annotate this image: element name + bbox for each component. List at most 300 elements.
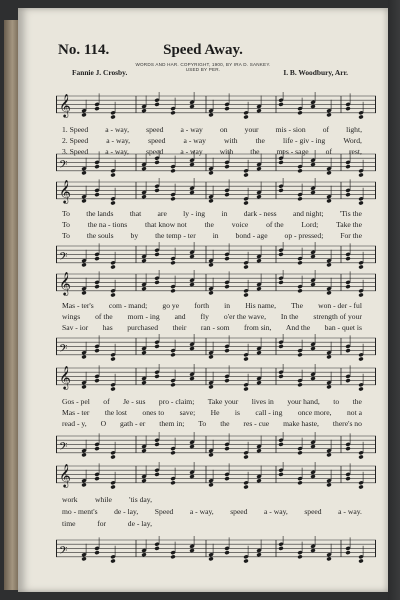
lyric-syllable: the xyxy=(255,136,265,145)
note-head xyxy=(278,344,283,349)
note-head xyxy=(154,252,159,257)
note-head xyxy=(358,455,363,460)
note-head xyxy=(81,355,86,360)
lyric-syllable: that know not xyxy=(145,220,187,229)
lyric-syllable: Word, xyxy=(343,136,362,145)
hymn-title: Speed Away. xyxy=(163,42,243,58)
lyric-syllable: while xyxy=(94,495,112,504)
note-head xyxy=(189,254,194,259)
lyric-syllable: 2. Speed xyxy=(62,136,89,145)
note-head xyxy=(326,355,331,360)
lyric-syllable: de - lay, xyxy=(114,507,139,516)
note-head xyxy=(297,288,302,293)
note-head xyxy=(81,171,86,176)
note-head xyxy=(141,478,146,483)
note-head xyxy=(310,444,315,449)
note-head xyxy=(358,201,363,206)
note-head xyxy=(345,192,350,197)
note-head xyxy=(310,162,315,167)
lyric-syllable: op - pressed; xyxy=(284,231,324,240)
lyric-line-verse-1 xyxy=(62,397,362,408)
note-head xyxy=(189,190,194,195)
note-head xyxy=(189,444,194,449)
lyric-syllable: lives in xyxy=(251,397,274,406)
note-head xyxy=(224,446,229,451)
book-spine xyxy=(4,20,18,590)
note-head xyxy=(358,387,363,392)
note-head xyxy=(94,446,99,451)
lyric-line-verse-1 xyxy=(62,209,362,220)
lyric-syllable: time xyxy=(62,519,76,528)
note-head xyxy=(326,171,331,176)
lyric-syllable: go ye xyxy=(162,301,180,310)
lyric-syllable: Je - sus xyxy=(123,397,146,406)
note-head xyxy=(243,357,248,362)
note-head xyxy=(224,192,229,197)
note-head xyxy=(224,378,229,383)
lyric-line-verse-3 xyxy=(62,519,152,530)
lyric-line-verse-1 xyxy=(62,301,362,312)
note-head xyxy=(256,108,261,113)
note-head xyxy=(154,160,159,165)
lyric-syllable: save; xyxy=(179,408,196,417)
lyric-syllable: Speed xyxy=(154,507,174,516)
arranger-credit: I. B. Woodbury, Arr. xyxy=(283,68,348,77)
lyric-syllable: won - der - ful xyxy=(318,301,362,310)
lyric-syllable: the xyxy=(250,147,260,156)
lyric-syllable: res - cue xyxy=(243,419,270,428)
note-head xyxy=(243,485,248,490)
lyric-syllable: speed xyxy=(145,147,164,156)
note-head xyxy=(208,291,213,296)
lyric-syllable: has xyxy=(102,323,113,332)
lyric-line-verse-1 xyxy=(62,125,362,136)
bass-staff xyxy=(56,334,376,362)
lyric-syllable: to xyxy=(333,397,340,406)
note-head xyxy=(243,559,248,564)
note-head xyxy=(326,291,331,296)
lyric-syllable: in xyxy=(212,231,219,240)
note-head xyxy=(170,554,175,559)
treble-clef-icon: 𝄞 xyxy=(59,364,71,389)
lyric-line-verse-2 xyxy=(62,220,362,231)
note-head xyxy=(208,199,213,204)
note-head xyxy=(110,357,115,362)
note-head xyxy=(256,350,261,355)
lyric-syllable: a - way, xyxy=(264,507,288,516)
note-head xyxy=(110,485,115,490)
note-head xyxy=(81,385,86,390)
note-head xyxy=(256,448,261,453)
lyric-syllable: on xyxy=(219,125,228,134)
note-head xyxy=(345,284,350,289)
note-head xyxy=(345,106,350,111)
lyric-syllable: by xyxy=(130,231,139,240)
bass-clef-icon: 𝄢 xyxy=(59,158,68,174)
lyric-line-verse-2 xyxy=(62,312,362,323)
note-head xyxy=(358,173,363,178)
lyric-syllable: His name, xyxy=(245,301,276,310)
lyric-syllable: of the xyxy=(266,220,284,229)
note-head xyxy=(189,346,194,351)
lyric-syllable: wings xyxy=(62,312,81,321)
note-head xyxy=(170,168,175,173)
lyric-syllable: gath - er xyxy=(120,419,146,428)
note-head xyxy=(358,293,363,298)
note-head xyxy=(243,265,248,270)
page-edge-shadow xyxy=(388,0,400,600)
music-system-4 xyxy=(56,364,376,458)
note-head xyxy=(170,196,175,201)
note-head xyxy=(110,387,115,392)
note-head xyxy=(81,483,86,488)
note-head xyxy=(224,164,229,169)
lyric-syllable: mo - ment's xyxy=(62,507,98,516)
lyric-syllable: the xyxy=(204,220,214,229)
note-head xyxy=(154,280,159,285)
lyric-syllable: their xyxy=(172,323,187,332)
lyric-syllable: To xyxy=(62,220,70,229)
note-head xyxy=(208,483,213,488)
lyric-syllable: O xyxy=(100,419,107,428)
note-head xyxy=(94,378,99,383)
note-head xyxy=(154,102,159,107)
note-head xyxy=(326,199,331,204)
lyric-line-verse-3 xyxy=(62,231,362,242)
lyric-syllable: speed xyxy=(146,125,164,134)
note-head xyxy=(345,348,350,353)
lyric-syllable: a - way. xyxy=(338,507,362,516)
note-head xyxy=(208,557,213,562)
note-head xyxy=(141,286,146,291)
note-head xyxy=(154,344,159,349)
lyric-syllable: morn - ing xyxy=(127,312,160,321)
note-head xyxy=(208,171,213,176)
lyric-syllable: the xyxy=(352,397,362,406)
note-head xyxy=(256,194,261,199)
note-head xyxy=(170,382,175,387)
treble-clef-icon: 𝄞 xyxy=(59,270,71,295)
note-head xyxy=(278,280,283,285)
note-head xyxy=(297,480,302,485)
note-head xyxy=(297,554,302,559)
note-head xyxy=(94,256,99,261)
note-head xyxy=(358,115,363,120)
lyric-syllable: He xyxy=(210,408,220,417)
lyric-syllable: a - way, xyxy=(105,147,129,156)
note-head xyxy=(297,110,302,115)
lyric-syllable: The xyxy=(291,301,303,310)
note-head xyxy=(189,474,194,479)
note-head xyxy=(110,173,115,178)
lyric-syllable: ran - som xyxy=(200,323,230,332)
note-head xyxy=(154,472,159,477)
note-head xyxy=(297,260,302,265)
note-head xyxy=(224,256,229,261)
note-head xyxy=(358,485,363,490)
lyric-syllable: with xyxy=(219,147,234,156)
note-head xyxy=(326,263,331,268)
bass-staff xyxy=(56,242,376,270)
lyric-syllable: strength of your xyxy=(313,312,362,321)
note-head xyxy=(345,378,350,383)
note-head xyxy=(256,258,261,263)
note-head xyxy=(345,256,350,261)
note-head xyxy=(81,113,86,118)
lyric-syllable: call - ing xyxy=(255,408,283,417)
lyric-syllable: that xyxy=(129,209,142,218)
lyric-syllable: are xyxy=(157,209,167,218)
note-head xyxy=(345,550,350,555)
note-head xyxy=(310,376,315,381)
note-head xyxy=(278,472,283,477)
lyric-syllable: the lands xyxy=(86,209,114,218)
bass-clef-icon: 𝄢 xyxy=(59,544,68,560)
lyric-syllable: Mas - ter xyxy=(62,408,90,417)
note-head xyxy=(81,291,86,296)
note-head xyxy=(243,201,248,206)
note-head xyxy=(243,293,248,298)
note-head xyxy=(310,474,315,479)
note-head xyxy=(243,387,248,392)
lyric-syllable: com - mand; xyxy=(108,301,148,310)
note-head xyxy=(310,104,315,109)
lyric-syllable: not a xyxy=(346,408,362,417)
note-head xyxy=(110,293,115,298)
note-head xyxy=(94,476,99,481)
treble-staff xyxy=(56,270,376,300)
treble-clef-icon: 𝄞 xyxy=(59,178,71,203)
treble-clef-icon: 𝄞 xyxy=(59,462,71,487)
lyric-syllable: 3. Speed xyxy=(62,147,89,156)
lyric-syllable: 1. Speed xyxy=(62,125,89,134)
note-head xyxy=(81,453,86,458)
hymnal-page xyxy=(18,8,388,592)
note-head xyxy=(154,546,159,551)
lyric-syllable: For the xyxy=(340,231,362,240)
lyric-syllable: purchased xyxy=(127,323,159,332)
lyric-syllable: once more, xyxy=(297,408,332,417)
bass-staff xyxy=(56,432,376,460)
music-system-2 xyxy=(56,178,376,268)
lyric-syllable: Mas - ter's xyxy=(62,301,94,310)
note-head xyxy=(256,552,261,557)
lyric-syllable: Take your xyxy=(207,397,239,406)
lyric-line-verse-1 xyxy=(62,495,152,506)
lyric-syllable: rest, xyxy=(349,147,362,156)
lyric-syllable: a - way xyxy=(183,136,206,145)
note-head xyxy=(189,104,194,109)
note-head xyxy=(208,113,213,118)
note-head xyxy=(170,480,175,485)
lyric-syllable: make haste, xyxy=(283,419,319,428)
lyric-line-verse-3 xyxy=(62,419,362,430)
lyric-syllable: ones to xyxy=(142,408,165,417)
note-head xyxy=(208,453,213,458)
note-head xyxy=(94,106,99,111)
lyric-syllable: voice xyxy=(231,220,249,229)
note-head xyxy=(326,453,331,458)
lyric-syllable: 'tis day, xyxy=(129,495,152,504)
lyric-syllable: them in; xyxy=(159,419,185,428)
lyric-syllable: Lord; xyxy=(301,220,319,229)
lyricist-credit: Fannie J. Crosby. xyxy=(72,68,128,77)
note-head xyxy=(278,546,283,551)
note-head xyxy=(297,382,302,387)
note-head xyxy=(154,442,159,447)
note-head xyxy=(358,559,363,564)
note-head xyxy=(110,201,115,206)
note-head xyxy=(94,550,99,555)
note-head xyxy=(141,166,146,171)
lyric-syllable: a - way, xyxy=(105,125,130,134)
lyric-syllable: with xyxy=(224,136,238,145)
treble-staff xyxy=(56,364,376,394)
bass-clef-icon: 𝄢 xyxy=(59,250,68,266)
note-head xyxy=(110,455,115,460)
note-head xyxy=(310,346,315,351)
note-head xyxy=(224,476,229,481)
lyric-syllable: the lost xyxy=(104,408,127,417)
note-head xyxy=(94,348,99,353)
note-head xyxy=(224,550,229,555)
note-head xyxy=(110,559,115,564)
lyric-syllable: ly - ing xyxy=(183,209,206,218)
lyric-syllable: To xyxy=(62,231,70,240)
copyright-line-1: WORDS AND HAR. COPYRIGHT, 1900, BY IRA D. SANKEY. xyxy=(135,62,271,67)
note-head xyxy=(278,160,283,165)
lyric-syllable: the souls xyxy=(86,231,114,240)
note-head xyxy=(256,166,261,171)
note-head xyxy=(189,162,194,167)
lyric-syllable: And the xyxy=(285,323,311,332)
copyright-line-2: USED BY PER. xyxy=(185,67,221,73)
lyric-syllable: of the xyxy=(95,312,113,321)
note-head xyxy=(345,476,350,481)
note-head xyxy=(297,450,302,455)
note-head xyxy=(278,374,283,379)
lyric-syllable: mes - sage xyxy=(276,147,309,156)
note-head xyxy=(94,284,99,289)
lyric-syllable: dark - ness xyxy=(243,209,277,218)
lyric-syllable: light, xyxy=(346,125,362,134)
lyric-syllable: the na - tions xyxy=(87,220,128,229)
note-head xyxy=(310,548,315,553)
lyric-syllable: a - way xyxy=(180,147,203,156)
note-head xyxy=(256,380,261,385)
note-head xyxy=(278,252,283,257)
note-head xyxy=(297,352,302,357)
note-head xyxy=(81,199,86,204)
note-head xyxy=(141,258,146,263)
note-head xyxy=(358,357,363,362)
lyric-syllable: In the xyxy=(280,312,299,321)
lyric-syllable: Sav - ior xyxy=(62,323,89,332)
lyric-syllable: for xyxy=(97,519,107,528)
lyric-syllable: of xyxy=(103,397,110,406)
note-head xyxy=(310,190,315,195)
lyric-syllable: To xyxy=(62,209,70,218)
lyric-syllable: read - y, xyxy=(62,419,87,428)
lyric-syllable: and xyxy=(174,312,186,321)
note-head xyxy=(208,355,213,360)
bass-staff xyxy=(56,150,376,178)
lyric-syllable: a - way xyxy=(180,125,203,134)
note-head xyxy=(345,446,350,451)
note-head xyxy=(208,263,213,268)
lyric-syllable: pro - claim; xyxy=(158,397,195,406)
treble-staff xyxy=(56,178,376,208)
hymn-number: No. 114. xyxy=(58,42,110,58)
lyric-syllable: is xyxy=(234,408,240,417)
note-head xyxy=(189,548,194,553)
note-head xyxy=(154,374,159,379)
note-head xyxy=(141,350,146,355)
hymn-header xyxy=(18,8,388,84)
note-head xyxy=(224,106,229,111)
note-head xyxy=(297,168,302,173)
note-head xyxy=(326,557,331,562)
treble-clef-icon: 𝄞 xyxy=(59,92,71,117)
note-head xyxy=(170,352,175,357)
note-head xyxy=(224,348,229,353)
note-head xyxy=(170,450,175,455)
note-head xyxy=(256,478,261,483)
note-head xyxy=(141,380,146,385)
lyric-syllable: mis - sion xyxy=(275,125,306,134)
note-head xyxy=(170,288,175,293)
note-head xyxy=(141,194,146,199)
lyric-syllable: Take the xyxy=(336,220,362,229)
lyric-syllable: your xyxy=(244,125,259,134)
lyric-syllable: and night; xyxy=(292,209,324,218)
lyric-syllable: a - way, xyxy=(106,136,131,145)
lyric-syllable: of xyxy=(325,147,332,156)
note-head xyxy=(297,196,302,201)
note-head xyxy=(243,455,248,460)
note-head xyxy=(243,115,248,120)
note-head xyxy=(154,188,159,193)
note-head xyxy=(110,115,115,120)
lyric-line-verse-3 xyxy=(62,323,362,334)
lyric-syllable: life - giv - ing xyxy=(283,136,326,145)
lyric-syllable: speed xyxy=(304,507,322,516)
note-head xyxy=(345,164,350,169)
lyric-syllable: To xyxy=(198,419,207,428)
note-head xyxy=(243,173,248,178)
note-head xyxy=(326,113,331,118)
note-head xyxy=(141,108,146,113)
lyric-syllable: de - lay, xyxy=(127,519,152,528)
lyric-syllable: Gos - pel xyxy=(62,397,90,406)
lyric-syllable: speed xyxy=(148,136,166,145)
lyric-syllable: a - way, xyxy=(189,507,214,516)
note-head xyxy=(170,260,175,265)
lyric-syllable: forth xyxy=(194,301,209,310)
lyric-syllable: bond - age xyxy=(235,231,268,240)
lyric-line-verse-2 xyxy=(62,136,362,147)
bass-clef-icon: 𝄢 xyxy=(59,440,68,456)
note-head xyxy=(224,284,229,289)
lyric-syllable: the temp - ter xyxy=(155,231,196,240)
lyric-syllable: in xyxy=(224,301,231,310)
note-head xyxy=(81,557,86,562)
lyric-syllable: work xyxy=(62,495,78,504)
lyric-syllable: the xyxy=(220,419,230,428)
bass-clef-icon: 𝄢 xyxy=(59,342,68,358)
music-system-5 xyxy=(56,462,376,572)
note-head xyxy=(189,282,194,287)
